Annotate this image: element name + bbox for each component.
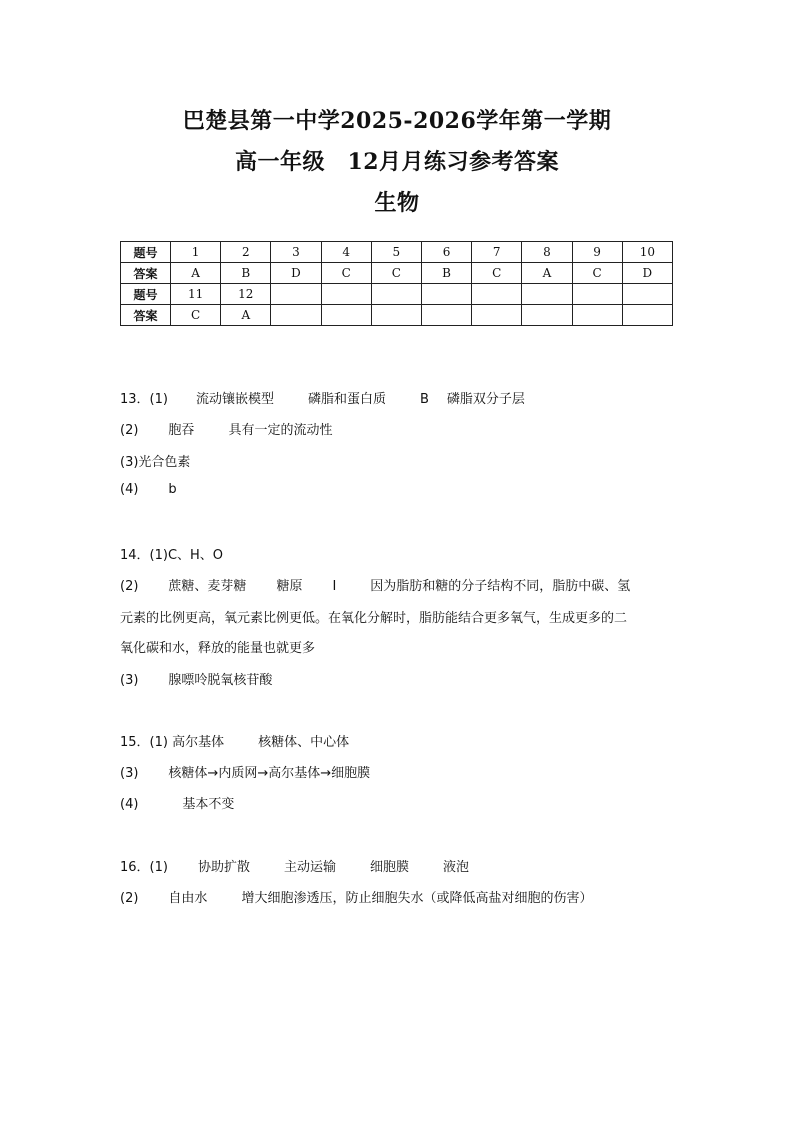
answer-table-cell: 10 bbox=[622, 242, 672, 263]
answer-table-cell: A bbox=[221, 305, 271, 326]
answer-table-cell: 7 bbox=[472, 242, 522, 263]
q13-answer-endocytosis: 胞吞 bbox=[168, 423, 195, 438]
answer-table-cell: B bbox=[421, 263, 471, 284]
answer-table-cell: 11 bbox=[171, 284, 221, 305]
q13-number: 13．(1) bbox=[120, 392, 168, 407]
q14-answer-explanation-start: 因为脂肪和糖的分子结构不同，脂肪中碳、氢 bbox=[370, 579, 631, 594]
answer-table-cell bbox=[622, 284, 672, 305]
q13-answer-composition: 磷脂和蛋白质 bbox=[307, 392, 386, 407]
answer-table-cell: C bbox=[572, 263, 622, 284]
answer-table-cell bbox=[421, 284, 471, 305]
q14-number: 14．(1)C、H、O bbox=[120, 548, 224, 563]
answer-table-row bbox=[121, 242, 673, 263]
answer-table-cell bbox=[271, 284, 321, 305]
answer-table-cell: 3 bbox=[271, 242, 321, 263]
q15-line2 bbox=[120, 762, 370, 781]
answer-table-cell: C bbox=[472, 263, 522, 284]
q13-line2 bbox=[120, 419, 332, 438]
answer-table-cell: 12 bbox=[221, 284, 271, 305]
answer-table-cell: A bbox=[522, 263, 572, 284]
answer-table-cell bbox=[472, 305, 522, 326]
school-title: 巴楚县第一中学2025-2026学年第一学期 bbox=[182, 108, 612, 134]
q13-line1 bbox=[120, 388, 525, 407]
q16-answer-membrane: 细胞膜 bbox=[370, 860, 410, 875]
subject-title: 生物 bbox=[374, 190, 420, 216]
q15-answer-unchanged: 基本不变 bbox=[182, 797, 235, 812]
q13-answer-model: 流动镶嵌模型 bbox=[195, 392, 274, 407]
answer-table-cell: 5 bbox=[371, 242, 421, 263]
q13-answer-choice: B bbox=[420, 392, 429, 407]
answer-table-cell: C bbox=[371, 263, 421, 284]
q13-line3 bbox=[120, 451, 190, 470]
grade-title: 高一年级 12月月练习参考答案 bbox=[234, 149, 560, 175]
answer-table-cell bbox=[472, 284, 522, 305]
answer-table-cell bbox=[622, 305, 672, 326]
answer-table-cell: 9 bbox=[572, 242, 622, 263]
answer-table-cell bbox=[572, 284, 622, 305]
answer-table-row-label: 答案 bbox=[121, 263, 171, 284]
answer-table-cell bbox=[522, 284, 572, 305]
answer-table-cell bbox=[321, 284, 371, 305]
answer-table bbox=[120, 241, 673, 326]
answer-table-cell: 8 bbox=[522, 242, 572, 263]
q13-line4 bbox=[120, 482, 177, 497]
q13-answer-fluidity: 具有一定的流动性 bbox=[228, 423, 333, 438]
q16-answer-osmotic: 增大细胞渗透压，防止细胞失水（或降低高盐对细胞的伤害） bbox=[241, 891, 593, 906]
answer-table-cell: 2 bbox=[221, 242, 271, 263]
q15-number: 15．(1) 高尔基体 bbox=[120, 735, 225, 750]
answer-table-cell: C bbox=[321, 263, 371, 284]
q14-line2 bbox=[120, 575, 630, 594]
answer-table-row-label: 答案 bbox=[121, 305, 171, 326]
answer-table-cell: D bbox=[271, 263, 321, 284]
answer-table-row bbox=[121, 305, 673, 326]
q16-answer-facilitated: 协助扩散 bbox=[197, 860, 250, 875]
q14-sub2: (2) bbox=[120, 579, 139, 594]
q16-answer-active: 主动运输 bbox=[283, 860, 336, 875]
q16-sub2: (2) bbox=[120, 891, 139, 906]
q16-number: 16．(1) bbox=[120, 860, 168, 875]
q14-line1 bbox=[120, 544, 223, 563]
q13-answer-b: b bbox=[168, 482, 177, 497]
answer-table-cell: B bbox=[221, 263, 271, 284]
q16-line2 bbox=[120, 887, 592, 906]
q14-line3: 元素的比例更高，氧元素比例更低。在氧化分解时，脂肪能结合更多氧气，生成更多的二 bbox=[120, 611, 628, 626]
answer-table-cell: 4 bbox=[321, 242, 371, 263]
q15-sub3: (3) bbox=[120, 766, 139, 781]
q16-line1 bbox=[120, 856, 469, 875]
answer-table-cell bbox=[522, 305, 572, 326]
answer-table-cell bbox=[371, 305, 421, 326]
answer-table-row bbox=[121, 263, 673, 284]
q15-answer-pathway: 核糖体→内质网→高尔基体→细胞膜 bbox=[168, 766, 371, 781]
q14-answer-sugars: 蔗糖、麦芽糖 bbox=[168, 579, 247, 594]
answer-table-cell bbox=[572, 305, 622, 326]
answer-table-cell: C bbox=[171, 305, 221, 326]
q16-answer-vacuole: 液泡 bbox=[443, 860, 470, 875]
q13-answer-bilayer: 磷脂双分子层 bbox=[446, 392, 525, 407]
answer-table-cell bbox=[421, 305, 471, 326]
q16-answer-free-water: 自由水 bbox=[168, 891, 208, 906]
q14-answer-glycogen: 糖原 bbox=[276, 579, 303, 594]
q13-sub2: (2) bbox=[120, 423, 139, 438]
q14-line4: 氧化碳和水，释放的能量也就更多 bbox=[120, 641, 316, 656]
q15-answer-organelles: 核糖体、中心体 bbox=[258, 735, 350, 750]
q15-line3 bbox=[120, 793, 234, 812]
answer-table-cell: 6 bbox=[421, 242, 471, 263]
q15-line1 bbox=[120, 731, 349, 750]
q14-answer-nucleotide: 腺嘌呤脱氧核苷酸 bbox=[168, 673, 273, 688]
answer-table-row-label: 题号 bbox=[121, 284, 171, 305]
answer-table-cell: A bbox=[171, 263, 221, 284]
q14-line5 bbox=[120, 669, 272, 688]
answer-table-row-label: 题号 bbox=[121, 242, 171, 263]
answer-table-cell bbox=[271, 305, 321, 326]
q14-sub3: (3) bbox=[120, 673, 139, 688]
q13-sub4: (4) bbox=[120, 482, 139, 497]
q13-sub3: (3)光合色素 bbox=[120, 455, 191, 470]
q15-sub4: (4) bbox=[120, 797, 139, 812]
answer-table-cell bbox=[321, 305, 371, 326]
q14-answer-roman: I bbox=[332, 579, 337, 594]
answer-table-cell: D bbox=[622, 263, 672, 284]
answer-table-row bbox=[121, 284, 673, 305]
answer-table-cell: 1 bbox=[171, 242, 221, 263]
answer-table-cell bbox=[371, 284, 421, 305]
